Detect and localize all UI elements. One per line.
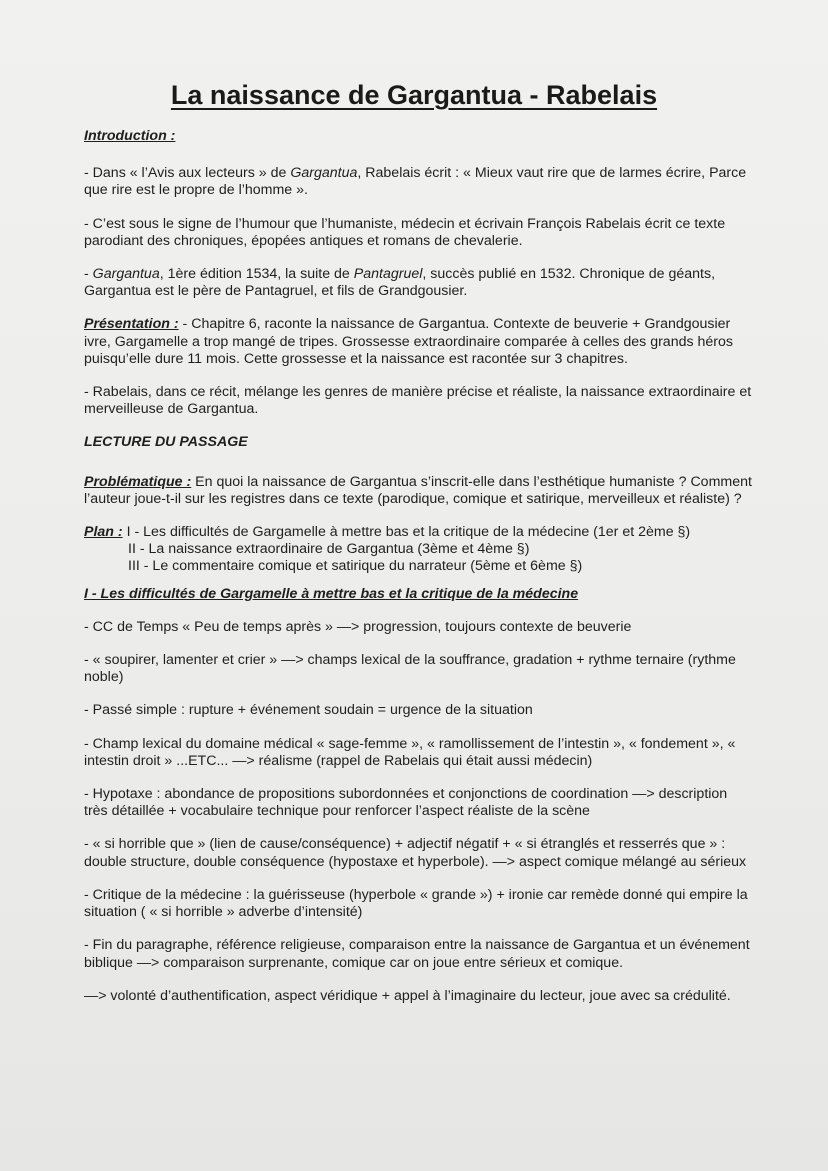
section-1-heading: I - Les difficultés de Gargamelle à mettre bas et la critique de la médecine	[84, 585, 579, 602]
plan-label: Plan :	[84, 524, 123, 541]
analysis-point: - Critique de la médecine : la guérisseuse (hyperbole « grande ») + ironie car remède donné qui empire la situation ( « si horrible » adverbe d’intensité)	[84, 886, 748, 921]
analysis-point: - Fin du paragraphe, référence religieuse, comparaison entre la naissance de Gargantua et un événement biblique —> comparaison surprenante, comique car on joue entre sérieux et comique.	[84, 937, 750, 971]
analysis-point: - CC de Temps « Peu de temps après » —> progression, toujours contexte de beuverie	[84, 618, 632, 635]
analysis-point: - « si horrible que » (lien de cause/conséquence) + adjectif négatif + « si étranglés et resserrés que » : double structure, double conséquence (hypostaxe et hyperbole). —> aspect comique mélangé au sérieux	[84, 836, 747, 870]
intro-heading: Introduction :	[84, 128, 176, 144]
intro-paragraph-2: - C’est sous le signe de l’humour que l’humaniste, médecin et écrivain François Rabelais écrit ce texte parodiant des chroniques, épopées antiques et romans de chevalerie.	[84, 215, 726, 249]
analysis-point: - « soupirer, lamenter et crier » —> champs lexical de la souffrance, gradation + rythme ternaire (rythme noble)	[84, 652, 736, 686]
lecture-heading: LECTURE DU PASSAGE	[84, 434, 248, 451]
problematique-paragraph: Problématique : En quoi la naissance de Gargantua s’inscrit-elle dans l’esthétique humaniste ? Comment l’auteur joue-t-il sur les registres dans ce texte (parodique, comique et satirique, merveilleux et réaliste) ?	[84, 473, 752, 507]
intro-paragraph-3: - Gargantua, 1ère édition 1534, la suite de Pantagruel, succès publié en 1532. Chronique de géants, Gargantua est le père de Pantagruel, et fils de Grandgousier.	[84, 266, 716, 300]
page-title: La naissance de Gargantua - Rabelais	[170, 80, 658, 110]
intro-paragraph-1: - Dans « l’Avis aux lecteurs » de Gargantua, Rabelais écrit : « Mieux vaut rire que de larmes écrire, Parce que rire est le propre de l’homme ».	[84, 165, 747, 199]
plan-line-3: III - Le commentaire comique et satirique du narrateur (5ème et 6ème §)	[128, 558, 583, 575]
document-body	[84, 128, 754, 1021]
analysis-point: - Hypotaxe : abondance de propositions subordonnées et conjonctions de coordination —> description très détaillée + vocabulaire technique pour renforcer l’aspect réaliste de la scène	[84, 786, 728, 820]
analysis-point: —> volonté d’authentification, aspect véridique + appel à l’imaginaire du lecteur, joue avec sa crédulité.	[84, 987, 731, 1004]
presentation-paragraph: Présentation : - Chapitre 6, raconte la naissance de Gargantua. Contexte de beuverie + Grandgousier ivre, Gargamelle a trop mangé de tripes. Grossesse extraordinaire comparée à celles des grands héros puisqu’elle dure 11 mois. Cette grossesse et la naissance est racontée sur 3 chapitres.	[84, 316, 734, 367]
analysis-point: - Passé simple : rupture + événement soudain = urgence de la situation	[84, 702, 533, 719]
presentation-label: Présentation :	[84, 316, 179, 333]
plan-line-1: Plan : I - Les difficultés de Gargamelle à mettre bas et la critique de la médecine (1er et 2ème §)	[84, 524, 691, 541]
problematique-label: Problématique :	[84, 473, 192, 490]
presentation-paragraph-2: - Rabelais, dans ce récit, mélange les genres de manière précise et réaliste, la naissance extraordinaire et merveilleuse de Gargantua.	[84, 384, 752, 418]
analysis-point: - Champ lexical du domaine médical « sage-femme », « ramollissement de l’intestin », « fondement », « intestin droit » ...ETC... —> réalisme (rappel de Rabelais qui était aussi médecin)	[84, 735, 736, 769]
plan-line-2: II - La naissance extraordinaire de Gargantua (3ème et 4ème §)	[128, 541, 530, 558]
plan-block	[84, 524, 754, 576]
